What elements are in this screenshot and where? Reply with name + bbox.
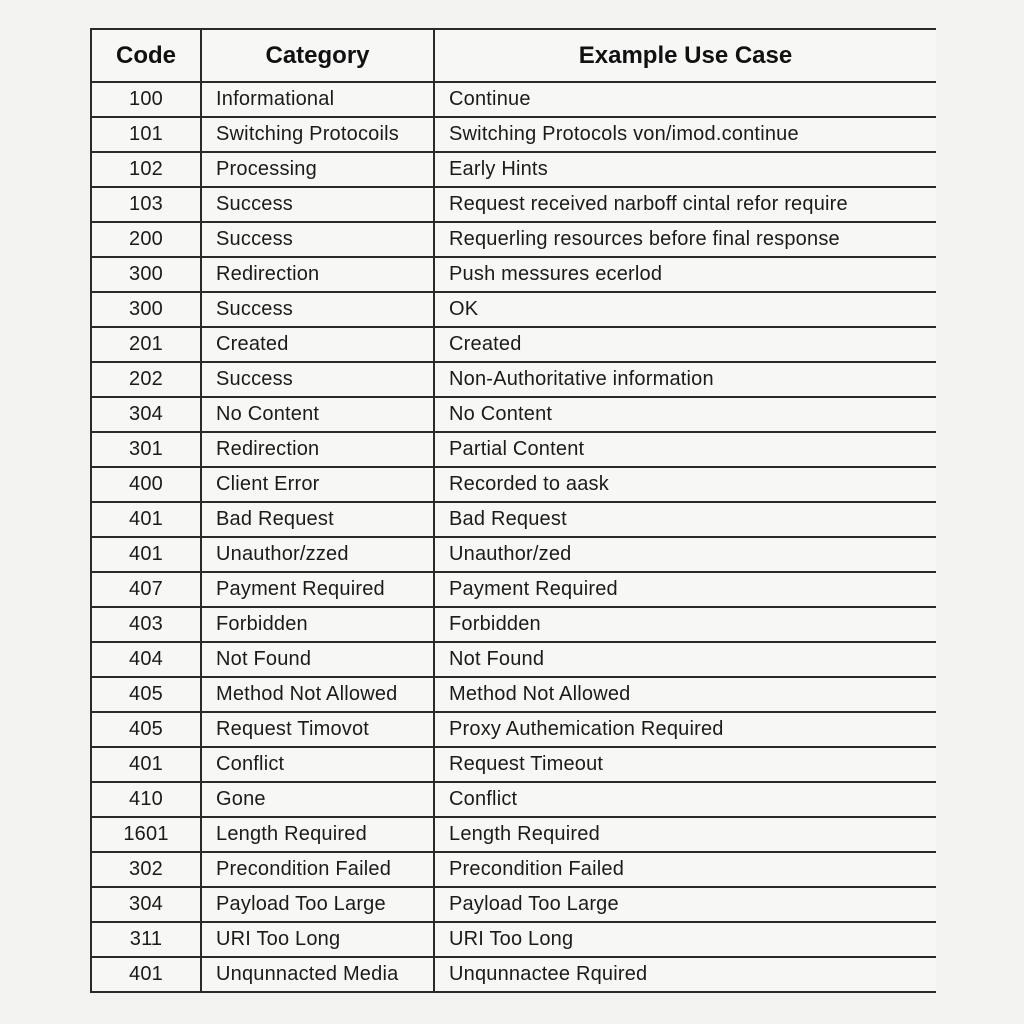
table-row [91,502,936,537]
cell-example-use-case: URI Too Long [434,922,936,957]
cell-example-use-case: Bad Request [434,502,936,537]
cell-code: 404 [91,642,201,677]
table-row [91,397,936,432]
table-row [91,922,936,957]
cell-example-use-case: OK [434,292,936,327]
cell-example-use-case: Payload Too Large [434,887,936,922]
cell-code: 202 [91,362,201,397]
cell-example-use-case: No Content [434,397,936,432]
table-row [91,362,936,397]
header-code: Code [91,29,201,82]
table-row [91,537,936,572]
cell-code: 102 [91,152,201,187]
cell-category: Redirection [201,432,434,467]
cell-example-use-case: Precondition Failed [434,852,936,887]
cell-category: Success [201,187,434,222]
cell-example-use-case: Request Timeout [434,747,936,782]
cell-code: 100 [91,82,201,117]
table-row [91,467,936,502]
table-row [91,712,936,747]
table-row [91,327,936,362]
cell-code: 403 [91,607,201,642]
cell-example-use-case: Method Not Allowed [434,677,936,712]
cell-category: Unqunnacted Media [201,957,434,992]
table-row [91,957,936,992]
table-body [91,82,936,992]
cell-example-use-case: Payment Required [434,572,936,607]
cell-example-use-case: Recorded to aask [434,467,936,502]
cell-example-use-case: Push messures ecerlod [434,257,936,292]
table-row [91,572,936,607]
cell-example-use-case: Requerling resources before final response [434,222,936,257]
table-row [91,292,936,327]
cell-code: 401 [91,747,201,782]
table-row [91,782,936,817]
cell-example-use-case: Partial Content [434,432,936,467]
cell-category: Success [201,222,434,257]
cell-category: Created [201,327,434,362]
header-category: Category [201,29,434,82]
table-row [91,817,936,852]
cell-example-use-case: Forbidden [434,607,936,642]
cell-code: 200 [91,222,201,257]
cell-code: 300 [91,292,201,327]
status-code-table [90,28,936,993]
cell-code: 103 [91,187,201,222]
cell-category: URI Too Long [201,922,434,957]
cell-code: 401 [91,537,201,572]
cell-category: Not Found [201,642,434,677]
cell-code: 401 [91,957,201,992]
cell-example-use-case: Continue [434,82,936,117]
cell-category: Precondition Failed [201,852,434,887]
table-row [91,82,936,117]
cell-example-use-case: Non-Authoritative information [434,362,936,397]
cell-category: Gone [201,782,434,817]
cell-category: No Content [201,397,434,432]
table-row [91,852,936,887]
cell-code: 300 [91,257,201,292]
cell-example-use-case: Switching Protocols von/imod.continue [434,117,936,152]
cell-category: Method Not Allowed [201,677,434,712]
cell-category: Informational [201,82,434,117]
table-row [91,642,936,677]
cell-example-use-case: Early Hints [434,152,936,187]
cell-example-use-case: Not Found [434,642,936,677]
cell-code: 311 [91,922,201,957]
cell-code: 401 [91,502,201,537]
cell-category: Success [201,292,434,327]
cell-category: Unauthor/zzed [201,537,434,572]
table-row [91,677,936,712]
cell-example-use-case: Proxy Authemication Required [434,712,936,747]
cell-code: 405 [91,677,201,712]
cell-code: 301 [91,432,201,467]
cell-example-use-case: Length Required [434,817,936,852]
cell-category: Bad Request [201,502,434,537]
cell-code: 400 [91,467,201,502]
status-code-table-container [90,28,936,1024]
table-row [91,187,936,222]
cell-category: Length Required [201,817,434,852]
table-row [91,117,936,152]
cell-example-use-case: Unauthor/zed [434,537,936,572]
cell-code: 304 [91,887,201,922]
cell-example-use-case: Conflict [434,782,936,817]
cell-category: Redirection [201,257,434,292]
cell-code: 410 [91,782,201,817]
cell-code: 405 [91,712,201,747]
cell-category: Processing [201,152,434,187]
table-row [91,887,936,922]
cell-code: 302 [91,852,201,887]
table-row [91,607,936,642]
table-row [91,432,936,467]
cell-code: 1601 [91,817,201,852]
table-row [91,257,936,292]
table-header-row [91,29,936,82]
cell-category: Switching Protocoils [201,117,434,152]
cell-category: Request Timovot [201,712,434,747]
cell-code: 201 [91,327,201,362]
cell-code: 304 [91,397,201,432]
header-example-use-case: Example Use Case [434,29,936,82]
cell-category: Forbidden [201,607,434,642]
cell-category: Conflict [201,747,434,782]
cell-code: 407 [91,572,201,607]
table-row [91,747,936,782]
cell-category: Payment Required [201,572,434,607]
cell-category: Client Error [201,467,434,502]
cell-category: Payload Too Large [201,887,434,922]
table-row [91,222,936,257]
table-row [91,152,936,187]
cell-example-use-case: Created [434,327,936,362]
cell-code: 101 [91,117,201,152]
cell-example-use-case: Request received narboff cintal refor require [434,187,936,222]
cell-category: Success [201,362,434,397]
cell-example-use-case: Unqunnactee Rquired [434,957,936,992]
